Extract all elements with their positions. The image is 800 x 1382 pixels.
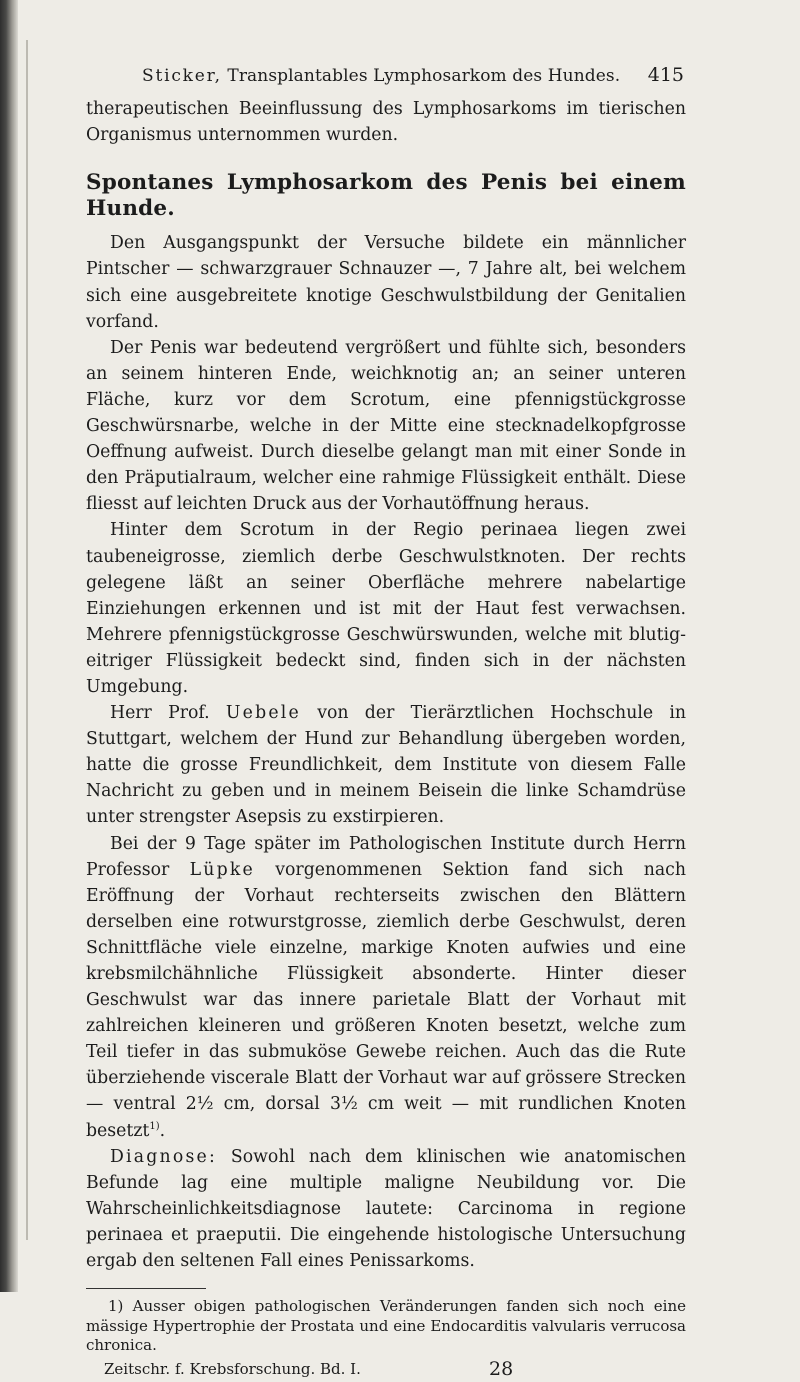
paragraph-4-lead: Herr Prof.	[110, 703, 210, 724]
paragraph-2: Der Penis war bedeutend vergrößert und fühlte sich, besonders an seinem hinteren Ende, weichknotig an; an seiner unteren Fläche, kurz vor dem Scrotum, eine pfennigstückgrosse Geschwürsnarbe, welche in der Mitte eine stecknadelkopfgrosse Oeffnung aufweist. Durch dieselbe gelangt man mit einer Sonde in den Präputialraum, welcher eine rahmige Flüssigkeit enthält. Diese fliesst auf leichten Druck aus der Vorhautöffnung heraus.	[86, 337, 686, 515]
person-name-luepke: Lüpke	[189, 859, 255, 880]
header-author: Sticker,	[142, 66, 222, 86]
binding-shadow-line	[26, 40, 28, 1240]
journal-reference: Zeitschr. f. Krebsforschung. Bd. I.	[104, 1359, 361, 1378]
paragraph-6-rest: Sowohl nach dem klinischen wie anatomischen Befunde lag eine multiple maligne Neubildung vor. Die Wahrscheinlichkeitsdiagnose lautete: Carcinoma in regione perinaea et praeputii. Die eingehende histologische Untersuchung ergab den seltenen Fall eines Penissarkoms.	[86, 1146, 686, 1272]
running-title	[142, 66, 620, 86]
book-binding-edge	[0, 0, 18, 1292]
paragraph-5-lead: Bei der 9 Tage später im Pathologischen Institute durch Herrn Professor	[86, 833, 686, 880]
header-title-text: Transplantables Lymphosarkom des Hundes.	[227, 66, 621, 86]
book-page	[86, 60, 686, 1382]
sheet-signature: 28	[489, 1357, 514, 1380]
paragraph-5-rest: vorgenommenen Sektion fand sich nach Eröffnung der Vorhaut rechterseits zwischen den Blättern derselben eine rotwurstgrosse, ziemlich derbe Geschwulst, deren Schnittfläche viele einzelne, markige Knoten aufwies und eine krebsmilchähnliche Flüssigkeit absonderte. Hinter dieser Geschwulst war das innere parietale Blatt der Vorhaut mit zahlreichen kleineren und größeren Knoten besetzt, welche zum Teil tiefer in das submuköse Gewebe reichen. Auch das die Rute überziehende viscerale Blatt der Vorhaut war auf grössere Strecken — ventral 2½ cm, dorsal 3½ cm weit — mit rundlichen Knoten besetzt	[86, 859, 686, 1141]
page-number: 415	[647, 64, 684, 86]
paragraph-4	[86, 700, 686, 830]
section-heading: Spontanes Lymphosarkom des Penis bei einem Hunde.	[86, 170, 686, 222]
paragraph-6	[86, 1144, 686, 1274]
intro-paragraph: therapeutischen Beeinflussung des Lymphosarkoms im tierischen Organismus unternommen wurden.	[86, 99, 686, 146]
paragraph-4-rest: von der Tierärztlichen Hochschule in Stuttgart, welchem der Hund zur Behandlung übergeben worden, hatte die grosse Freundlichkeit, dem Institute von diesem Falle Nachricht zu geben und in meinem Beisein die linke Schamdrüse unter strengster Asepsis zu exstirpieren.	[86, 703, 686, 828]
footnote-marker[interactable]: 1)	[149, 1120, 160, 1132]
running-header	[86, 60, 686, 96]
article-body	[86, 96, 686, 1274]
journal-footer	[86, 1358, 686, 1382]
footnote	[86, 1297, 686, 1356]
footnote-text: 1) Ausser obigen pathologischen Veränderungen fanden sich noch eine mässige Hypertrophie der Prostata und eine Endocarditis valvularis verrucosa chronica.	[86, 1297, 686, 1355]
diagnosis-label: Diagnose:	[110, 1146, 217, 1167]
paragraph-5: Bei der 9 Tage später im Pathologischen Institute durch Herrn Professor Lüpke vorgenommenen Sektion fand sich nach Eröffnung der Vorhaut rechterseits zwischen den Blättern derselben eine rotwurstgrosse, ziemlich derbe Geschwulst, deren Schnittfläche viele einzelne, markige Knoten aufwies und eine krebsmilchähnliche Flüssigkeit absonderte. Hinter dieser Geschwulst war das innere parietale Blatt der Vorhaut mit zahlreichen kleineren und größeren Knoten besetzt, welche zum Teil tiefer in das submuköse Gewebe reichen. Auch das die Rute überziehende viscerale Blatt der Vorhaut war auf grössere Strecken — ventral 2½ cm, dorsal 3½ cm weit — mit rundlichen Knoten besetzt$^{1)}$.	[86, 833, 686, 1141]
paragraph-3: Hinter dem Scrotum in der Regio perinaea liegen zwei taubeneigrosse, ziemlich derbe Geschwulstknoten. Der rechts gelegene läßt an seiner Oberfläche mehrere nabelartige Einziehungen erkennen und ist mit der Haut fest verwachsen. Mehrere pfennigstückgrosse Geschwürswunden, welche mit blutig-eitriger Flüssigkeit bedeckt sind, finden sich in der nächsten Umgebung.	[86, 520, 686, 697]
footnote-divider	[86, 1288, 206, 1289]
person-name-uebele: Uebele	[225, 703, 301, 724]
paragraph-1: Den Ausgangspunkt der Versuche bildete ein männlicher Pintscher — schwarzgrauer Schnauzer —, 7 Jahre alt, bei welchem sich eine ausgebreitete knotige Geschwulstbildung der Genitalien vorfand.	[86, 233, 686, 332]
